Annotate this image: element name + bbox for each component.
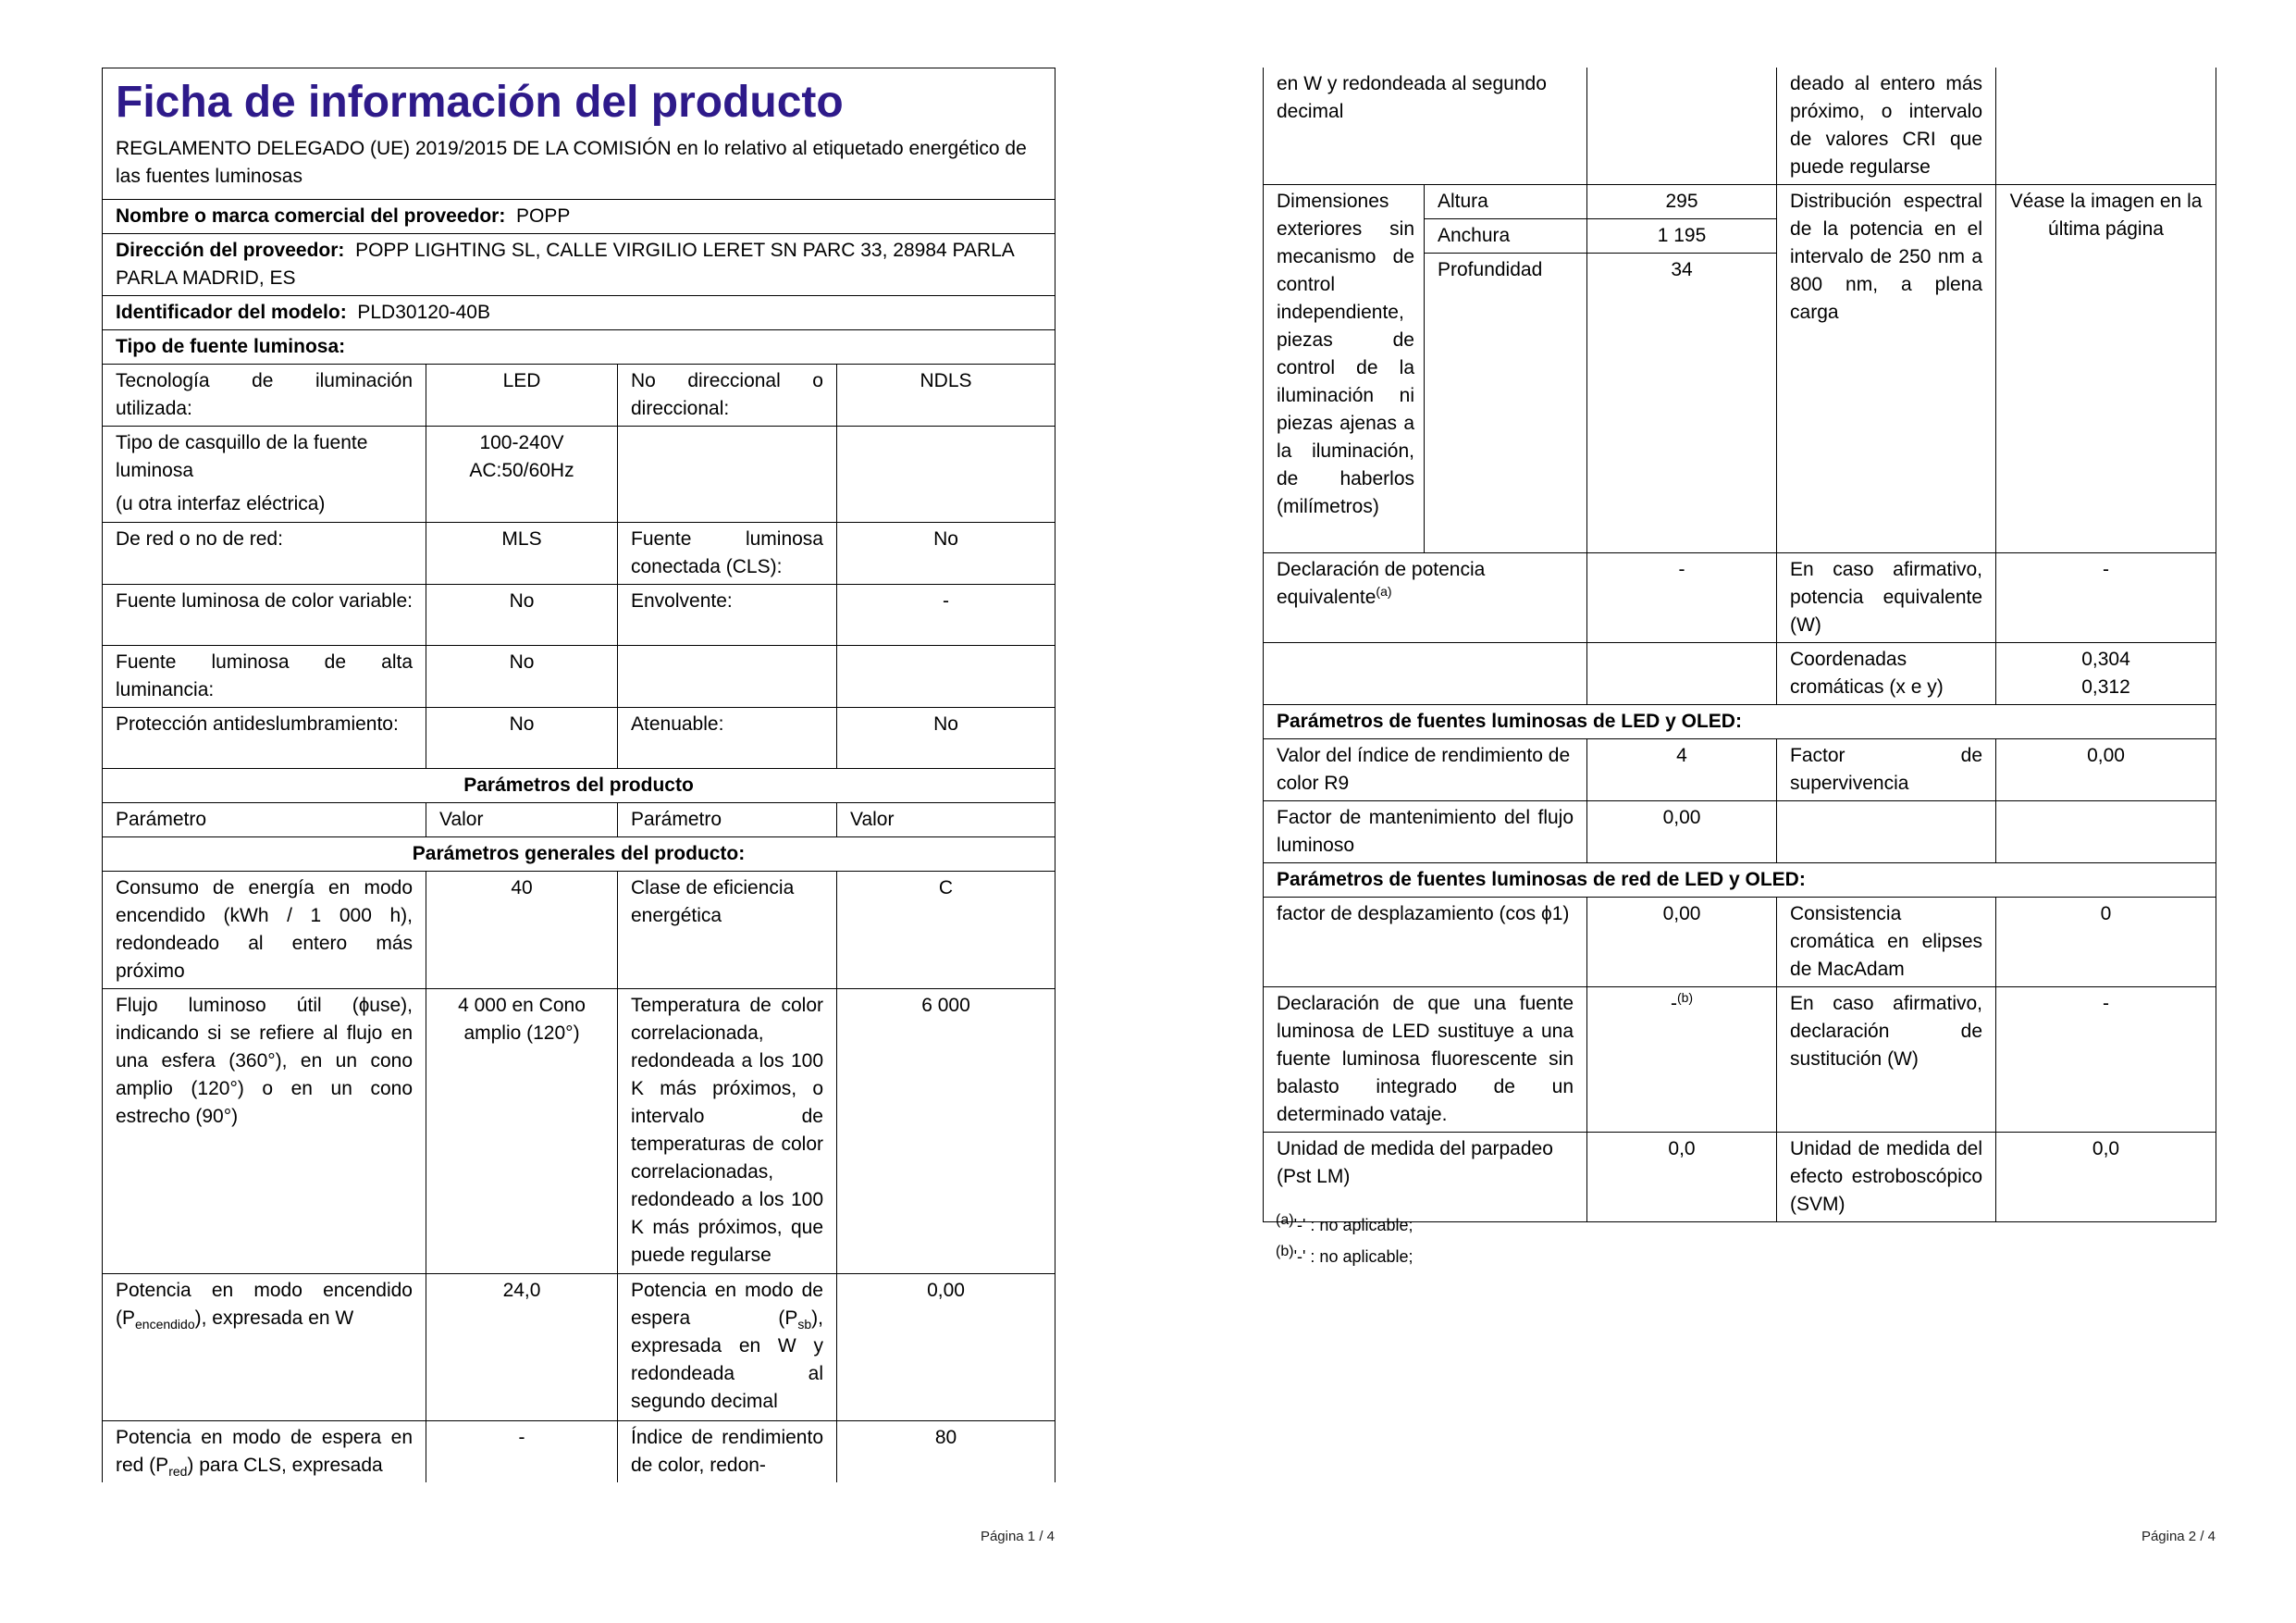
- value-cell: 6 000: [837, 989, 1055, 1274]
- param-cell: [618, 1274, 837, 1421]
- chroma-y: 0,312: [2081, 676, 2130, 698]
- value-cell: -: [1996, 553, 2216, 643]
- column-header: Parámetro: [618, 803, 837, 837]
- table-row: [103, 365, 1055, 427]
- value-cell: No: [837, 708, 1055, 769]
- value-cell: 100-240V AC:50/60Hz: [426, 427, 618, 523]
- param-cell: en W y redondeada al segundo decimal: [1264, 68, 1587, 185]
- dimension-name: Altura: [1425, 185, 1587, 219]
- value-cell: 40: [426, 872, 618, 989]
- param-cell: Tecnología de iluminación utilizada:: [103, 365, 426, 427]
- value-cell: NDLS: [837, 365, 1055, 427]
- param-cell: Declaración de que una fuente luminosa de LED sustituye a una fuente luminosa fluorescente sin balasto integrado de un determinado vataje.: [1264, 987, 1587, 1133]
- page-1: [102, 0, 1055, 1623]
- table-row: [103, 708, 1055, 769]
- dimension-name: Anchura: [1425, 219, 1587, 254]
- value-cell: -: [1587, 553, 1777, 643]
- value-cell: No: [426, 646, 618, 708]
- value-cell: No: [837, 523, 1055, 585]
- table-row: [1264, 898, 2216, 987]
- param-cell: Consistencia cromática en elipses de MacAdam: [1777, 898, 1996, 987]
- param-cell: Distribución espectral de la potencia en el intervalo de 250 nm a 800 nm, a plena carga: [1777, 185, 1996, 553]
- footnote-mark: (a): [1276, 1212, 1294, 1228]
- param-text: ), expresada en W: [194, 1307, 354, 1329]
- table-row: [1264, 68, 2216, 185]
- param-cell: Envolvente:: [618, 585, 837, 646]
- table-row: [103, 989, 1055, 1274]
- param-text: Declaración de potencia equivalente: [1277, 559, 1486, 608]
- param-text: Potencia en modo encendido (P: [116, 1280, 413, 1329]
- value-cell: 0,0: [1587, 1133, 1777, 1222]
- value-cell: No: [426, 585, 618, 646]
- column-header: Valor: [837, 803, 1055, 837]
- column-header: Parámetro: [103, 803, 426, 837]
- footnote-text: '-' : no aplicable;: [1293, 1216, 1413, 1234]
- param-cell: Temperatura de color correlacionada, redondeada a los 100 K más próximos, o intervalo de temperaturas de color correlacionadas, redondeado a los 100 K más próximos, que puede regularse: [618, 989, 837, 1274]
- param-cell: Consumo de energía en modo encendido (kWh / 1 000 h), redondeado al entero más próximo: [103, 872, 426, 989]
- param-cell: [1264, 553, 1587, 643]
- value-cell: [837, 427, 1055, 523]
- param-cell: Valor del índice de rendimiento de color R9: [1264, 739, 1587, 801]
- table-row: [103, 427, 1055, 523]
- value-cell: 0,0: [1996, 1133, 2216, 1222]
- value-cell: 4 000 en Cono amplio (120°): [426, 989, 618, 1274]
- value-cell: Véase la imagen en la última página: [1996, 185, 2216, 553]
- param-cell: [618, 427, 837, 523]
- param-cell: Unidad de medida del parpadeo (Pst LM): [1264, 1133, 1587, 1222]
- column-headers: [103, 803, 1055, 837]
- subscript: sb: [797, 1317, 812, 1332]
- address-row: [103, 234, 1055, 296]
- param-cell: deado al entero más próximo, o intervalo de valores CRI que puede regularse: [1777, 68, 1996, 185]
- supplier-row: [103, 200, 1055, 234]
- table-row: [103, 646, 1055, 708]
- table-row: [103, 585, 1055, 646]
- page-number: Página 1 / 4: [980, 1529, 1055, 1544]
- subscript: encendido: [135, 1317, 195, 1332]
- value-cell: -: [1996, 987, 2216, 1133]
- param-text: Tipo de casquillo de la fuente luminosa: [116, 432, 368, 481]
- footnote-mark: (b): [1276, 1244, 1294, 1259]
- param-cell: Índice de rendimiento de color, redon-: [618, 1421, 837, 1483]
- supplier-value: POPP: [515, 205, 571, 227]
- value-cell: -: [426, 1421, 618, 1483]
- param-cell: Atenuable:: [618, 708, 837, 769]
- model-label: Identificador del modelo:: [116, 302, 347, 323]
- regulation-subtitle: REGLAMENTO DELEGADO (UE) 2019/2015 DE LA COMISIÓN en lo relativo al etiquetado energético de las fuentes luminosas: [116, 138, 1027, 187]
- led-params-heading: Parámetros de fuentes luminosas de LED y OLED:: [1264, 705, 2216, 739]
- param-text: ) para CLS, expresada: [187, 1455, 383, 1476]
- page-number: Página 2 / 4: [2141, 1529, 2216, 1544]
- param-cell: Fuente luminosa de color variable:: [103, 585, 426, 646]
- footnote-a: [1276, 1214, 1413, 1236]
- param-cell: Factor de mantenimiento del flujo luminoso: [1264, 801, 1587, 863]
- param-cell: Factor de supervivencia: [1777, 739, 1996, 801]
- param-cell: Unidad de medida del efecto estroboscópico (SVM): [1777, 1133, 1996, 1222]
- light-source-type-label: Tipo de fuente luminosa:: [103, 330, 1055, 365]
- param-note: (u otra interfaz eléctrica): [116, 493, 326, 514]
- mains-params-heading: Parámetros de fuentes luminosas de red de LED y OLED:: [1264, 863, 2216, 898]
- table-row: [103, 1274, 1055, 1421]
- param-cell: Protección antideslumbramiento:: [103, 708, 426, 769]
- footnote-mark: (a): [1376, 584, 1392, 599]
- dimension-value: 295: [1587, 185, 1777, 219]
- value-cell: -: [837, 585, 1055, 646]
- value-cell: 0,00: [1587, 898, 1777, 987]
- value-cell: [1587, 987, 1777, 1133]
- footnote-mark: (b): [1676, 990, 1694, 1005]
- product-params-heading: Parámetros del producto: [103, 769, 1055, 803]
- value-cell: 0: [1996, 898, 2216, 987]
- param-cell: [103, 1421, 426, 1483]
- address-label: Dirección del proveedor:: [116, 240, 345, 261]
- page-2: [1263, 0, 2216, 1623]
- supplier-label: Nombre o marca comercial del proveedor:: [116, 205, 506, 227]
- value-cell: 4: [1587, 739, 1777, 801]
- title-cell: [103, 68, 1055, 200]
- param-cell: No direccional o direccional:: [618, 365, 837, 427]
- value-cell: [1996, 643, 2216, 705]
- table-row: [1264, 185, 2216, 219]
- value-cell: 0,00: [837, 1274, 1055, 1421]
- general-params-heading: Parámetros generales del producto:: [103, 837, 1055, 872]
- value-cell: 24,0: [426, 1274, 618, 1421]
- column-header: Valor: [426, 803, 618, 837]
- param-cell: [103, 1274, 426, 1421]
- value-cell: 80: [837, 1421, 1055, 1483]
- table-row: [1264, 801, 2216, 863]
- param-text: Potencia en modo de espera (P: [631, 1280, 823, 1329]
- param-cell: Fuente luminosa conectada (CLS):: [618, 523, 837, 585]
- value-cell: 0,00: [1996, 739, 2216, 801]
- subscript: red: [168, 1464, 188, 1480]
- product-info-table-page-1: [102, 68, 1055, 1482]
- value-cell: [837, 646, 1055, 708]
- param-cell: En caso afirmativo, declaración de sustitución (W): [1777, 987, 1996, 1133]
- model-value: PLD30120-40B: [357, 302, 490, 323]
- param-cell: De red o no de red:: [103, 523, 426, 585]
- value-cell: MLS: [426, 523, 618, 585]
- param-text: ), expresada en W y redondeada al segundo decimal: [631, 1307, 823, 1412]
- param-cell: Flujo luminoso útil (ɸuse), indicando si se refiere al flujo en una esfera (360°), en un cono amplio (120°) o en un cono estrecho (90°): [103, 989, 426, 1274]
- param-cell: Coordenadas cromáticas (x e y): [1777, 643, 1996, 705]
- param-cell: Fuente luminosa de alta luminancia:: [103, 646, 426, 708]
- param-text: Potencia en modo de espera en red (P: [116, 1427, 413, 1476]
- param-cell: Clase de eficiencia energética: [618, 872, 837, 989]
- table-row: [103, 872, 1055, 989]
- param-cell: [103, 427, 426, 523]
- param-cell: [618, 646, 837, 708]
- table-row: [1264, 1133, 2216, 1222]
- value-cell: LED: [426, 365, 618, 427]
- param-cell: En caso afirmativo, potencia equivalente (W): [1777, 553, 1996, 643]
- value-text: -: [1670, 993, 1677, 1014]
- table-row: [103, 523, 1055, 585]
- value-cell: [1587, 643, 1777, 705]
- dimension-value: 34: [1587, 254, 1777, 553]
- value-cell: [1587, 68, 1777, 185]
- table-row: [1264, 643, 2216, 705]
- dimensions-label: Dimensiones exteriores sin mecanismo de control independiente, piezas de control de la iluminación ni piezas ajenas a la iluminación, de haberlos (milímetros): [1264, 185, 1425, 553]
- value-cell: 0,00: [1587, 801, 1777, 863]
- table-row: [103, 1421, 1055, 1483]
- table-row: [1264, 553, 2216, 643]
- footnote-b: [1276, 1245, 1413, 1268]
- param-cell: [1777, 801, 1996, 863]
- value-cell: [1996, 801, 2216, 863]
- dimension-name: Profundidad: [1425, 254, 1587, 553]
- value-cell: No: [426, 708, 618, 769]
- chroma-x: 0,304: [2081, 649, 2130, 670]
- value-cell: [1996, 68, 2216, 185]
- page-title: Ficha de información del producto: [116, 78, 844, 127]
- table-row: [1264, 987, 2216, 1133]
- table-row: [1264, 739, 2216, 801]
- model-row: [103, 296, 1055, 330]
- address-value: POPP LIGHTING SL, CALLE VIRGILIO LERET SN PARC 33, 28984 PARLA PARLA MADRID, ES: [116, 240, 1014, 289]
- dimension-value: 1 195: [1587, 219, 1777, 254]
- product-info-table-page-2: [1263, 68, 2216, 1222]
- param-cell: factor de desplazamiento (cos ϕ1): [1264, 898, 1587, 987]
- value-cell: C: [837, 872, 1055, 989]
- param-cell: [1264, 643, 1587, 705]
- footnote-text: '-' : no aplicable;: [1293, 1247, 1413, 1266]
